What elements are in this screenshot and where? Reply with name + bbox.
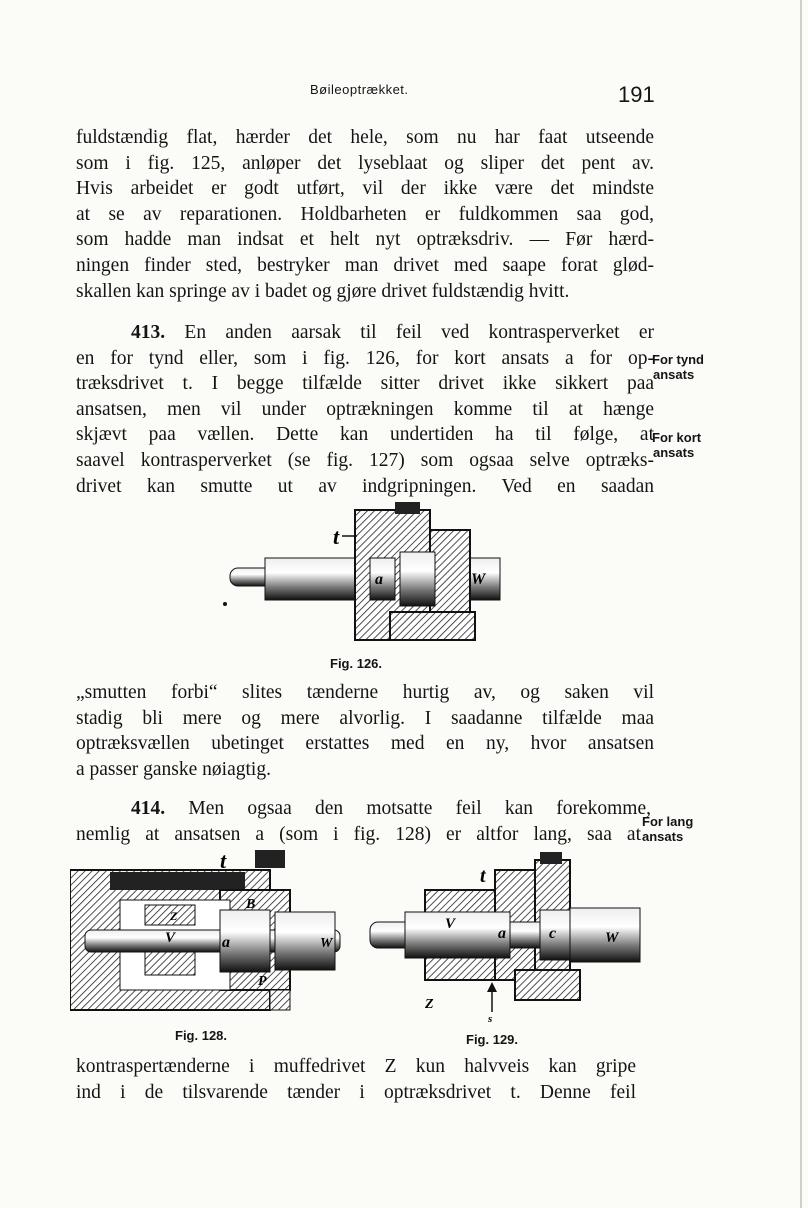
text-line: saavel kontrasperverket (se fig. 127) som ogsaa selve optræks- — [76, 449, 654, 471]
fig129-label-s: s — [488, 1013, 493, 1025]
text-line: ansatsen, men vil under optrækningen komme til at hænge — [76, 398, 654, 420]
fig129-label-z: Z — [425, 997, 434, 1012]
fig128-label-b: B — [246, 897, 256, 912]
figure-126-caption: Fig. 126. — [330, 656, 383, 671]
text-line: stadig bli mere og mere alvorlig. I saadanne tilfælde maa — [76, 707, 654, 729]
fig129-label-w: W — [605, 930, 619, 946]
margin-note-tynd: For tynd ansats — [652, 352, 704, 382]
fig126-label-a: a — [375, 571, 383, 588]
fig128-label-a: a — [222, 934, 230, 951]
fig128-label-z: Z — [170, 909, 178, 923]
paragraph-414 — [76, 796, 654, 847]
paragraph-3 — [76, 680, 654, 782]
text-line: en for tynd eller, som i fig. 126, for kort ansats a for op- — [76, 347, 654, 369]
fig128-label-v: V — [165, 930, 176, 946]
text-line: ind i de tilsvarende tænder i optræksdrivet t. Denne feil — [76, 1081, 636, 1103]
text-line: som hadde man indsat et helt nyt optræksdriv. — Før hærd- — [76, 229, 654, 251]
text-line: skjævt paa vællen. Dette kan undertiden ha til følge, at — [76, 424, 654, 446]
text-line: optræksvællen ubetinget erstattes med en ny, hvor ansatsen — [76, 733, 654, 755]
text-line: som i fig. 125, anløper det lyseblaat og sliper det pent av. — [76, 152, 654, 174]
page-number: 191 — [618, 82, 655, 107]
paragraph-1 — [76, 125, 654, 304]
text-line: 413. En anden aarsak til feil ved kontrasperverket er — [131, 322, 655, 343]
fig128-label-t: t — [220, 850, 227, 873]
margin-note-kort: For kort ansats — [652, 430, 702, 460]
text-line: ningen finder sted, bestryker man drivet med saape forat glød- — [76, 254, 654, 276]
text-line: Hvis arbeidet er godt utført, vil der ikke være det mindste — [76, 178, 654, 200]
paragraph-5 — [76, 1054, 636, 1105]
text-line: kontraspertænderne i muffedrivet Z kun halvveis kan gripe — [76, 1056, 636, 1077]
margin-note-lang: For lang ansats — [642, 814, 694, 844]
fig126-label-w: W — [471, 571, 486, 588]
figure-126 — [215, 500, 515, 650]
section-number: 413. — [131, 322, 166, 343]
text-line: træksdrivet t. I begge tilfælde sitter drivet ikke sikkert paa — [76, 373, 654, 395]
fig128-label-w: W — [320, 936, 333, 951]
text-line: 414. Men ogsaa den motsatte feil kan forekomme, — [131, 798, 652, 819]
figure-129 — [365, 850, 650, 1025]
figure-128-caption: Fig. 128. — [175, 1028, 228, 1043]
text-line: fuldstændig flat, hærder det hele, som nu har faat utseende — [76, 127, 654, 148]
fig126-label-t: t — [333, 524, 340, 549]
fig129-label-t: t — [480, 865, 486, 887]
text-line: skallen kan springe av i badet og gjøre drivet fuldstændig hvitt. — [76, 280, 570, 302]
page-edge-line — [800, 0, 802, 1208]
fig129-label-a: a — [498, 925, 506, 942]
text-line: drivet kan smutte ut av indgripningen. Ved en saadan — [76, 475, 654, 497]
text-line: nemlig at ansatsen a (som i fig. 128) er altfor lang, saa at — [76, 823, 641, 845]
paragraph-413 — [76, 320, 654, 499]
section-number: 414. — [131, 798, 166, 819]
figure-129-caption: Fig. 129. — [466, 1032, 519, 1047]
text-line: at se av reparationen. Holdbarheten er fuldkommen saa god, — [76, 203, 654, 225]
figure-128 — [70, 850, 350, 1020]
text-line: „smutten forbi“ slites tænderne hurtig av, og saken vil — [76, 682, 654, 703]
running-header: Bøileoptrækket. — [310, 82, 409, 97]
text-line: a passer ganske nøiagtig. — [76, 758, 271, 780]
fig129-label-v: V — [445, 916, 456, 932]
fig128-label-p: P — [258, 974, 267, 989]
fig129-label-c: c — [549, 925, 557, 942]
